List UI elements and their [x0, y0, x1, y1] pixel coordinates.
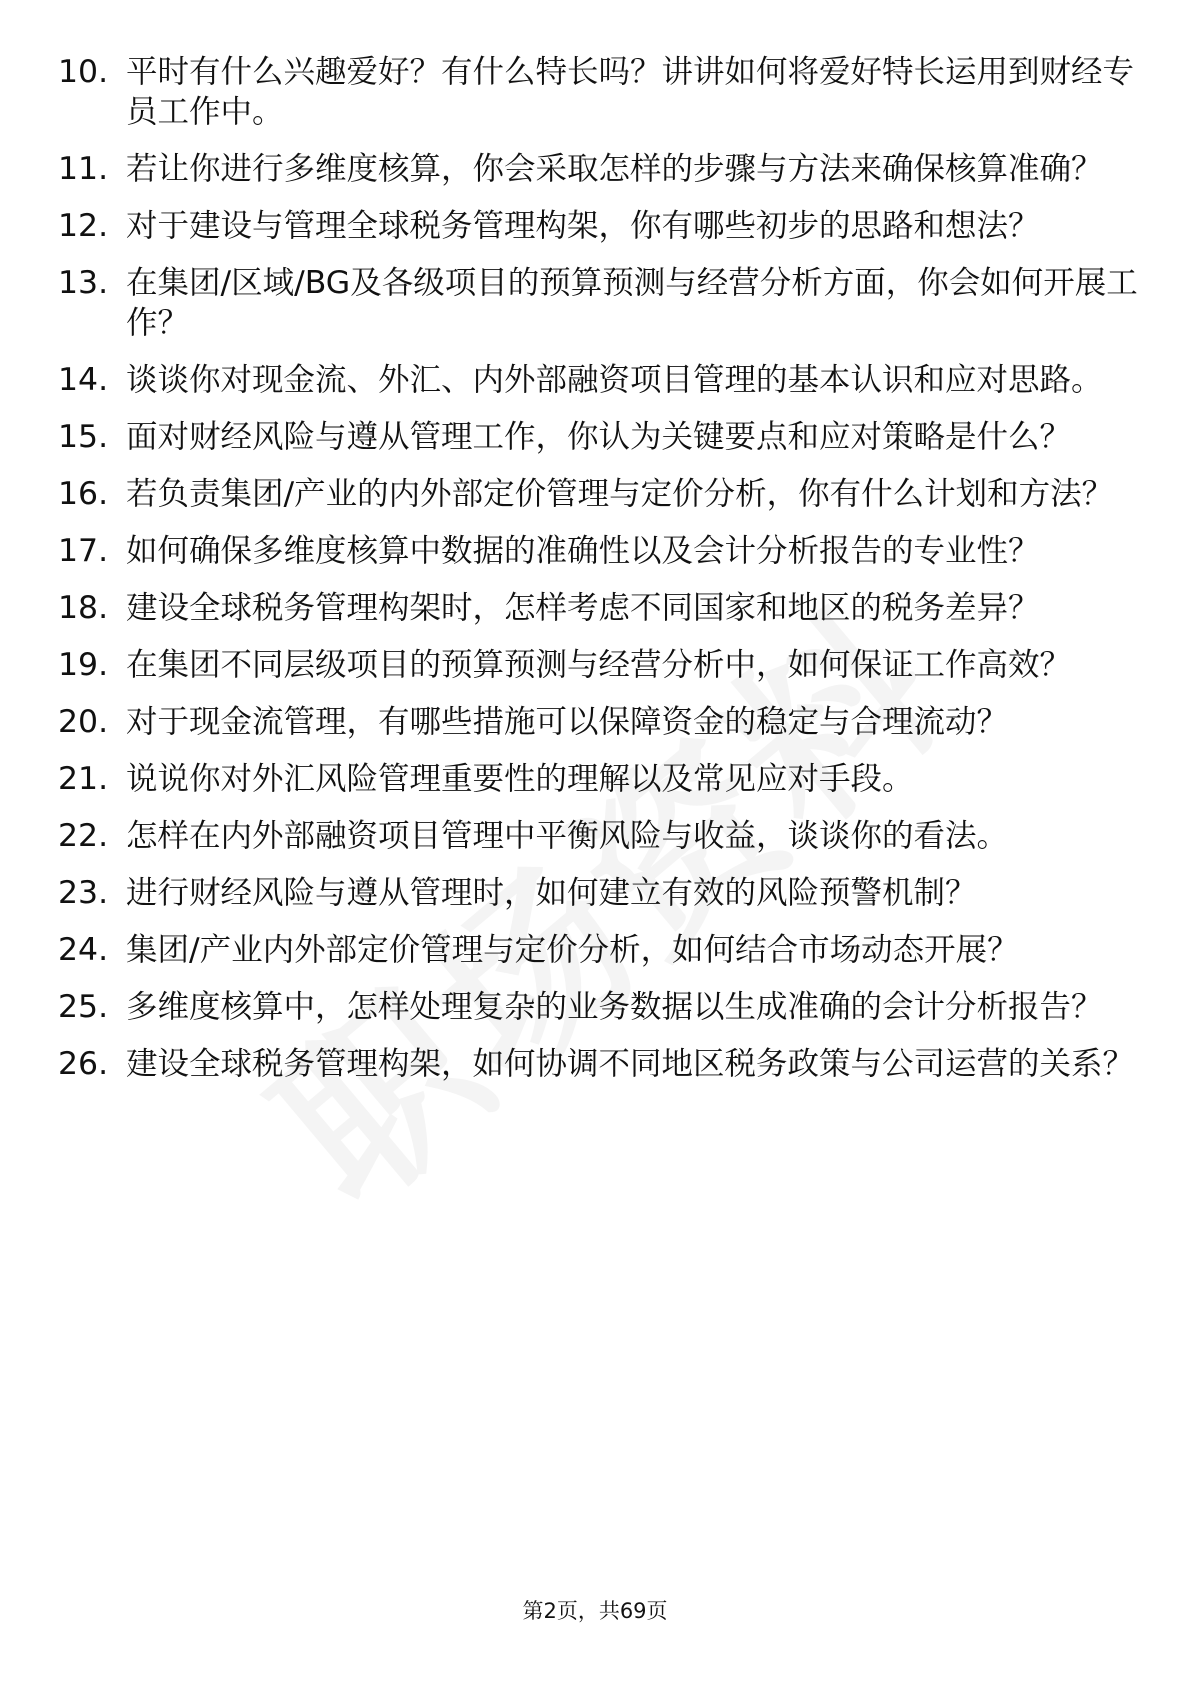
question-item [58, 360, 1138, 400]
question-number: 13. [58, 265, 109, 301]
question-list [58, 52, 1138, 1101]
question-number: 21. [58, 761, 109, 797]
question-text: 建设全球税务管理构架，如何协调不同地区税务政策与公司运营的关系？ [126, 1046, 1135, 1082]
question-text: 若负责集团/产业的内外部定价管理与定价分析，你有什么计划和方法？ [126, 476, 1114, 512]
question-item [58, 588, 1138, 628]
question-text: 如何确保多维度核算中数据的准确性以及会计分析报告的专业性？ [126, 533, 1040, 569]
question-number: 18. [58, 590, 109, 626]
question-item [58, 987, 1138, 1027]
question-item [58, 206, 1138, 246]
question-number: 12. [58, 208, 109, 244]
question-text: 对于建设与管理全球税务管理构架，你有哪些初步的思路和想法？ [126, 208, 1040, 244]
question-number: 25. [58, 989, 109, 1025]
question-text: 建设全球税务管理构架时，怎样考虑不同国家和地区的税务差异？ [126, 590, 1040, 626]
question-number: 17. [58, 533, 109, 569]
question-item [58, 149, 1138, 189]
question-text: 进行财经风险与遵从管理时，如何建立有效的风险预警机制？ [126, 875, 977, 911]
question-item [58, 816, 1138, 856]
question-text: 在集团不同层级项目的预算预测与经营分析中，如何保证工作高效？ [126, 647, 1072, 683]
question-text: 面对财经风险与遵从管理工作，你认为关键要点和应对策略是什么？ [126, 419, 1072, 455]
question-item [58, 417, 1138, 457]
question-text: 说说你对外汇风险管理重要性的理解以及常见应对手段。 [126, 761, 914, 797]
question-item [58, 531, 1138, 571]
question-item [58, 759, 1138, 799]
question-number: 15. [58, 419, 109, 455]
question-item [58, 930, 1138, 970]
question-item [58, 873, 1138, 913]
question-number: 23. [58, 875, 109, 911]
question-text: 若让你进行多维度核算，你会采取怎样的步骤与方法来确保核算准确？ [126, 151, 1103, 187]
question-item [58, 645, 1138, 685]
question-item [58, 1044, 1138, 1084]
question-text: 多维度核算中，怎样处理复杂的业务数据以生成准确的会计分析报告？ [126, 989, 1103, 1025]
question-text: 在集团/区域/BG及各级项目的预算预测与经营分析方面，你会如何开展工作？ [126, 265, 1138, 341]
question-item [58, 263, 1138, 343]
question-text: 谈谈你对现金流、外汇、内外部融资项目管理的基本认识和应对思路。 [126, 362, 1103, 398]
question-number: 20. [58, 704, 109, 740]
question-text: 平时有什么兴趣爱好？有什么特长吗？讲讲如何将爱好特长运用到财经专员工作中。 [126, 54, 1135, 130]
question-text: 怎样在内外部融资项目管理中平衡风险与收益，谈谈你的看法。 [126, 818, 1009, 854]
question-item [58, 702, 1138, 742]
question-number: 19. [58, 647, 109, 683]
question-number: 16. [58, 476, 109, 512]
page-number: 第2页，共69页 [522, 1599, 668, 1623]
question-item [58, 474, 1138, 514]
question-item [58, 52, 1138, 132]
question-number: 10. [58, 54, 109, 90]
question-text: 集团/产业内外部定价管理与定价分析，如何结合市场动态开展？ [126, 932, 1019, 968]
question-number: 22. [58, 818, 109, 854]
question-number: 11. [58, 151, 109, 187]
question-number: 14. [58, 362, 109, 398]
question-number: 24. [58, 932, 109, 968]
question-text: 对于现金流管理，有哪些措施可以保障资金的稳定与合理流动？ [126, 704, 1009, 740]
question-number: 26. [58, 1046, 109, 1082]
